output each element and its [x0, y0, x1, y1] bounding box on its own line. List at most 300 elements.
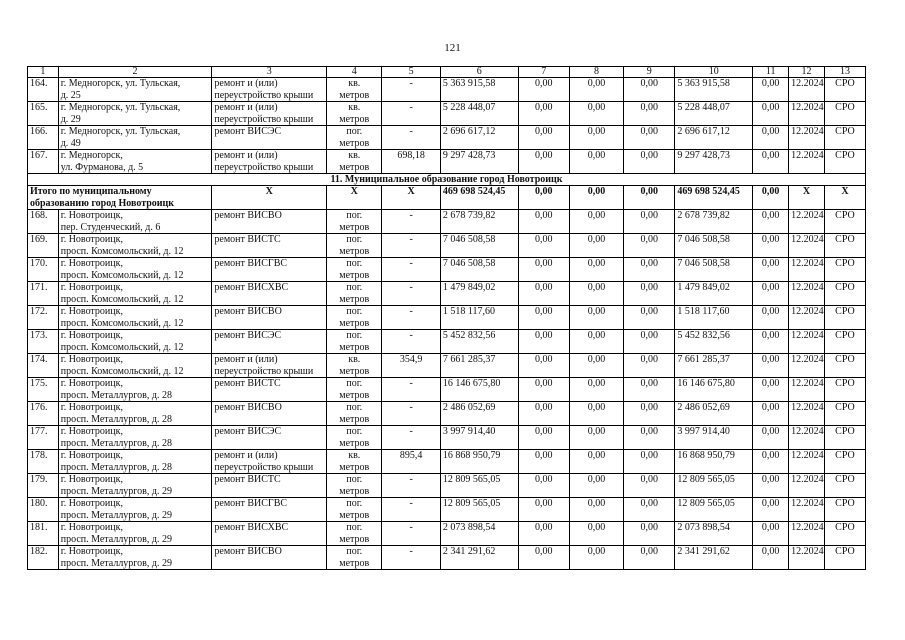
work-type-cell-line: ремонт и (или) — [214, 450, 278, 461]
table-row — [28, 78, 866, 102]
value-cell: 0,00 — [753, 522, 789, 546]
table-row — [28, 234, 866, 258]
unit-cell-line: метров — [339, 413, 370, 425]
table-row — [28, 402, 866, 426]
unit-cell-line: метров — [339, 269, 370, 281]
deadline-cell: 12.2024 — [789, 426, 825, 450]
executor-cell: СРО — [824, 474, 865, 498]
address-cell-line: г. Новотроицк, — [60, 354, 123, 365]
unit-cell — [327, 282, 382, 306]
work-type-cell-line: переустройство крыши — [214, 113, 314, 125]
section-header-row — [28, 174, 866, 186]
address-cell — [58, 546, 212, 570]
row-number: 166. — [28, 126, 59, 150]
address-cell — [58, 126, 212, 150]
quantity-cell: - — [382, 78, 440, 102]
table-row — [28, 258, 866, 282]
executor-cell: СРО — [824, 378, 865, 402]
address-cell — [58, 234, 212, 258]
column-number: 8 — [569, 67, 623, 78]
row-number: 164. — [28, 78, 59, 102]
total-cell: X — [327, 186, 382, 210]
address-cell — [58, 258, 212, 282]
unit-cell-line: пог. — [346, 306, 363, 317]
address-cell-line: просп. Металлургов, д. 29 — [60, 557, 172, 569]
unit-cell — [327, 522, 382, 546]
work-type-cell — [212, 306, 327, 330]
column-number: 5 — [382, 67, 440, 78]
total-cell: 0,00 — [569, 186, 623, 210]
fund-cost-cell: 3 997 914,40 — [675, 426, 753, 450]
value-cell: 0,00 — [624, 522, 675, 546]
value-cell: 0,00 — [753, 150, 789, 174]
fund-cost-cell: 5 363 915,58 — [675, 78, 753, 102]
unit-cell — [327, 126, 382, 150]
column-number-row — [28, 67, 866, 78]
total-cost-cell: 7 046 508,58 — [440, 234, 518, 258]
table-row — [28, 306, 866, 330]
column-number: 9 — [624, 67, 675, 78]
value-cell: 0,00 — [624, 234, 675, 258]
value-cell: 0,00 — [624, 402, 675, 426]
value-cell: 0,00 — [753, 426, 789, 450]
row-number: 180. — [28, 498, 59, 522]
value-cell: 0,00 — [624, 150, 675, 174]
fund-cost-cell: 12 809 565,05 — [675, 474, 753, 498]
address-cell-line: просп. Комсомольский, д. 12 — [60, 365, 184, 377]
row-number: 176. — [28, 402, 59, 426]
total-cost-cell: 5 363 915,58 — [440, 78, 518, 102]
value-cell: 0,00 — [753, 378, 789, 402]
column-number: 11 — [753, 67, 789, 78]
value-cell: 0,00 — [753, 234, 789, 258]
deadline-cell: 12.2024 — [789, 306, 825, 330]
work-type-cell — [212, 426, 327, 450]
address-cell-line: просп. Металлургов, д. 29 — [60, 485, 172, 497]
capital-repair-table — [27, 66, 866, 570]
executor-cell: СРО — [824, 306, 865, 330]
address-cell-line: просп. Металлургов, д. 29 — [60, 509, 172, 521]
work-type-cell — [212, 498, 327, 522]
value-cell: 0,00 — [753, 210, 789, 234]
value-cell: 0,00 — [518, 150, 569, 174]
value-cell: 0,00 — [518, 354, 569, 378]
fund-cost-cell: 2 486 052,69 — [675, 402, 753, 426]
unit-cell-line: метров — [339, 341, 370, 353]
executor-cell: СРО — [824, 402, 865, 426]
address-cell-line: просп. Комсомольский, д. 12 — [60, 269, 184, 281]
work-type-cell-line: ремонт и (или) — [214, 78, 278, 89]
address-cell-line: просп. Металлургов, д. 29 — [60, 533, 172, 545]
quantity-cell: - — [382, 378, 440, 402]
total-cost-cell: 12 809 565,05 — [440, 498, 518, 522]
total-cost-cell: 1 518 117,60 — [440, 306, 518, 330]
value-cell: 0,00 — [624, 426, 675, 450]
row-number: 181. — [28, 522, 59, 546]
row-number: 168. — [28, 210, 59, 234]
value-cell: 0,00 — [753, 306, 789, 330]
value-cell: 0,00 — [753, 498, 789, 522]
deadline-cell: 12.2024 — [789, 234, 825, 258]
value-cell: 0,00 — [569, 546, 623, 570]
unit-cell-line: пог. — [346, 330, 363, 341]
executor-cell: СРО — [824, 78, 865, 102]
address-cell — [58, 354, 212, 378]
executor-cell: СРО — [824, 210, 865, 234]
quantity-cell: - — [382, 234, 440, 258]
quantity-cell: - — [382, 522, 440, 546]
quantity-cell: 698,18 — [382, 150, 440, 174]
value-cell: 0,00 — [624, 354, 675, 378]
address-cell-line: г. Медногорск, ул. Тульская, — [60, 126, 181, 137]
quantity-cell: - — [382, 426, 440, 450]
work-type-cell-line: ремонт и (или) — [214, 102, 278, 113]
value-cell: 0,00 — [753, 474, 789, 498]
value-cell: 0,00 — [753, 546, 789, 570]
fund-cost-cell: 5 228 448,07 — [675, 102, 753, 126]
work-type-cell-line: ремонт ВИСХВС — [214, 282, 289, 293]
total-fund-cell: 469 698 524,45 — [675, 186, 753, 210]
work-type-cell-line: ремонт ВИСТС — [214, 474, 281, 485]
work-type-cell-line: ремонт ВИСЭС — [214, 126, 282, 137]
total-cost-cell: 2 341 291,62 — [440, 546, 518, 570]
work-type-cell-line: ремонт ВИСВО — [214, 210, 282, 221]
total-cell: X — [824, 186, 865, 210]
value-cell: 0,00 — [569, 126, 623, 150]
value-cell: 0,00 — [624, 330, 675, 354]
value-cell: 0,00 — [624, 474, 675, 498]
unit-cell — [327, 234, 382, 258]
value-cell: 0,00 — [569, 498, 623, 522]
executor-cell: СРО — [824, 426, 865, 450]
address-cell-line: г. Медногорск, ул. Тульская, — [60, 102, 181, 113]
address-cell-line: г. Новотроицк, — [60, 498, 123, 509]
unit-cell-line: пог. — [346, 522, 363, 533]
unit-cell-line: кв. — [348, 354, 361, 365]
row-number: 177. — [28, 426, 59, 450]
value-cell: 0,00 — [518, 450, 569, 474]
unit-cell — [327, 474, 382, 498]
unit-cell-line: кв. — [348, 102, 361, 113]
executor-cell: СРО — [824, 150, 865, 174]
executor-cell: СРО — [824, 282, 865, 306]
table-row — [28, 126, 866, 150]
value-cell: 0,00 — [569, 354, 623, 378]
unit-cell — [327, 450, 382, 474]
table-row — [28, 102, 866, 126]
row-number: 172. — [28, 306, 59, 330]
column-number: 12 — [789, 67, 825, 78]
total-label-line: Итого по муниципальному — [30, 186, 152, 197]
address-cell-line: г. Новотроицк, — [60, 426, 123, 437]
total-cost-cell: 1 479 849,02 — [440, 282, 518, 306]
unit-cell — [327, 330, 382, 354]
unit-cell-line: метров — [339, 221, 370, 233]
total-row — [28, 186, 866, 210]
fund-cost-cell: 9 297 428,73 — [675, 150, 753, 174]
address-cell-line: д. 29 — [60, 113, 81, 125]
value-cell: 0,00 — [518, 474, 569, 498]
page-number: 121 — [444, 42, 461, 54]
column-number: 3 — [212, 67, 327, 78]
value-cell: 0,00 — [518, 378, 569, 402]
unit-cell-line: метров — [339, 113, 370, 125]
work-type-cell — [212, 150, 327, 174]
deadline-cell: 12.2024 — [789, 450, 825, 474]
value-cell: 0,00 — [624, 546, 675, 570]
address-cell-line: г. Новотроицк, — [60, 282, 123, 293]
unit-cell-line: метров — [339, 161, 370, 173]
quantity-cell: 354,9 — [382, 354, 440, 378]
column-number: 13 — [824, 67, 865, 78]
column-number: 6 — [440, 67, 518, 78]
value-cell: 0,00 — [624, 126, 675, 150]
table-row — [28, 354, 866, 378]
unit-cell — [327, 354, 382, 378]
row-number: 175. — [28, 378, 59, 402]
quantity-cell: - — [382, 474, 440, 498]
value-cell: 0,00 — [753, 78, 789, 102]
work-type-cell-line: переустройство крыши — [214, 89, 314, 101]
unit-cell-line: пог. — [346, 234, 363, 245]
address-cell-line: г. Новотроицк, — [60, 258, 123, 269]
address-cell — [58, 474, 212, 498]
fund-cost-cell: 2 341 291,62 — [675, 546, 753, 570]
work-type-cell — [212, 474, 327, 498]
work-type-cell-line: переустройство крыши — [214, 161, 314, 173]
unit-cell-line: пог. — [346, 378, 363, 389]
quantity-cell: - — [382, 498, 440, 522]
unit-cell-line: пог. — [346, 282, 363, 293]
unit-cell — [327, 498, 382, 522]
address-cell-line: просп. Комсомольский, д. 12 — [60, 245, 184, 257]
table-row — [28, 282, 866, 306]
unit-cell-line: метров — [339, 533, 370, 545]
quantity-cell: - — [382, 330, 440, 354]
deadline-cell: 12.2024 — [789, 330, 825, 354]
unit-cell-line: пог. — [346, 474, 363, 485]
value-cell: 0,00 — [518, 258, 569, 282]
value-cell: 0,00 — [569, 282, 623, 306]
deadline-cell: 12.2024 — [789, 378, 825, 402]
work-type-cell-line: ремонт ВИСЭС — [214, 426, 282, 437]
work-type-cell-line: ремонт ВИСГВС — [214, 258, 288, 269]
work-type-cell-line: ремонт ВИСЭС — [214, 330, 282, 341]
fund-cost-cell: 5 452 832,56 — [675, 330, 753, 354]
value-cell: 0,00 — [624, 450, 675, 474]
value-cell: 0,00 — [518, 546, 569, 570]
address-cell-line: просп. Комсомольский, д. 12 — [60, 317, 184, 329]
row-number: 167. — [28, 150, 59, 174]
value-cell: 0,00 — [624, 378, 675, 402]
value-cell: 0,00 — [624, 102, 675, 126]
address-cell-line: ул. Фурманова, д. 5 — [60, 161, 144, 173]
total-cost-cell: 16 868 950,79 — [440, 450, 518, 474]
address-cell — [58, 378, 212, 402]
executor-cell: СРО — [824, 546, 865, 570]
deadline-cell: 12.2024 — [789, 474, 825, 498]
executor-cell: СРО — [824, 450, 865, 474]
quantity-cell: - — [382, 546, 440, 570]
table-row — [28, 498, 866, 522]
work-type-cell-line: переустройство крыши — [214, 461, 314, 473]
unit-cell-line: метров — [339, 89, 370, 101]
executor-cell: СРО — [824, 126, 865, 150]
row-number: 179. — [28, 474, 59, 498]
unit-cell-line: метров — [339, 293, 370, 305]
unit-cell-line: кв. — [348, 150, 361, 161]
address-cell — [58, 498, 212, 522]
total-cost-cell: 2 486 052,69 — [440, 402, 518, 426]
table-row — [28, 150, 866, 174]
address-cell-line: д. 49 — [60, 137, 81, 149]
value-cell: 0,00 — [753, 102, 789, 126]
fund-cost-cell: 16 146 675,80 — [675, 378, 753, 402]
address-cell-line: д. 25 — [60, 89, 81, 101]
unit-cell — [327, 378, 382, 402]
value-cell: 0,00 — [624, 78, 675, 102]
unit-cell-line: метров — [339, 365, 370, 377]
value-cell: 0,00 — [624, 306, 675, 330]
executor-cell: СРО — [824, 102, 865, 126]
unit-cell-line: пог. — [346, 426, 363, 437]
address-cell-line: г. Новотроицк, — [60, 474, 123, 485]
deadline-cell: 12.2024 — [789, 522, 825, 546]
address-cell-line: просп. Металлургов, д. 28 — [60, 437, 172, 449]
value-cell: 0,00 — [753, 330, 789, 354]
unit-cell-line: метров — [339, 485, 370, 497]
value-cell: 0,00 — [753, 402, 789, 426]
quantity-cell: - — [382, 258, 440, 282]
value-cell: 0,00 — [753, 126, 789, 150]
address-cell — [58, 522, 212, 546]
total-label-line: образованию город Новотроицк — [30, 197, 175, 209]
total-cost-cell: 5 228 448,07 — [440, 102, 518, 126]
column-number: 10 — [675, 67, 753, 78]
work-type-cell — [212, 522, 327, 546]
address-cell-line: просп. Металлургов, д. 28 — [60, 413, 172, 425]
unit-cell — [327, 78, 382, 102]
work-type-cell — [212, 282, 327, 306]
total-cost-cell: 3 997 914,40 — [440, 426, 518, 450]
quantity-cell: 895,4 — [382, 450, 440, 474]
value-cell: 0,00 — [569, 150, 623, 174]
unit-cell-line: пог. — [346, 258, 363, 269]
fund-cost-cell: 1 479 849,02 — [675, 282, 753, 306]
work-type-cell-line: переустройство крыши — [214, 365, 314, 377]
work-type-cell-line: ремонт и (или) — [214, 354, 278, 365]
total-cost-cell: 2 696 617,12 — [440, 126, 518, 150]
table-row — [28, 426, 866, 450]
row-number: 174. — [28, 354, 59, 378]
total-cost-cell: 7 046 508,58 — [440, 258, 518, 282]
fund-cost-cell: 7 046 508,58 — [675, 258, 753, 282]
deadline-cell: 12.2024 — [789, 126, 825, 150]
fund-cost-cell: 7 046 508,58 — [675, 234, 753, 258]
row-number: 178. — [28, 450, 59, 474]
value-cell: 0,00 — [518, 306, 569, 330]
address-cell — [58, 102, 212, 126]
work-type-cell — [212, 450, 327, 474]
address-cell — [58, 150, 212, 174]
unit-cell-line: метров — [339, 245, 370, 257]
deadline-cell: 12.2024 — [789, 78, 825, 102]
total-cost-cell: 12 809 565,05 — [440, 474, 518, 498]
value-cell: 0,00 — [518, 522, 569, 546]
value-cell: 0,00 — [624, 498, 675, 522]
address-cell-line: просп. Комсомольский, д. 12 — [60, 341, 184, 353]
work-type-cell — [212, 378, 327, 402]
deadline-cell: 12.2024 — [789, 102, 825, 126]
unit-cell — [327, 306, 382, 330]
work-type-cell — [212, 330, 327, 354]
value-cell: 0,00 — [569, 450, 623, 474]
unit-cell-line: пог. — [346, 210, 363, 221]
deadline-cell: 12.2024 — [789, 258, 825, 282]
total-cost-cell: 2 678 739,82 — [440, 210, 518, 234]
work-type-cell-line: ремонт ВИСВО — [214, 546, 282, 557]
value-cell: 0,00 — [569, 402, 623, 426]
row-number: 169. — [28, 234, 59, 258]
work-type-cell-line: ремонт ВИСВО — [214, 306, 282, 317]
unit-cell — [327, 102, 382, 126]
column-number: 4 — [327, 67, 382, 78]
value-cell: 0,00 — [518, 210, 569, 234]
total-label — [28, 186, 212, 210]
address-cell — [58, 210, 212, 234]
row-number: 173. — [28, 330, 59, 354]
work-type-cell-line: ремонт ВИСТС — [214, 234, 281, 245]
value-cell: 0,00 — [569, 210, 623, 234]
work-type-cell — [212, 234, 327, 258]
address-cell-line: просп. Металлургов, д. 28 — [60, 461, 172, 473]
value-cell: 0,00 — [518, 426, 569, 450]
fund-cost-cell: 2 696 617,12 — [675, 126, 753, 150]
value-cell: 0,00 — [518, 126, 569, 150]
unit-cell-line: метров — [339, 509, 370, 521]
row-number: 165. — [28, 102, 59, 126]
unit-cell — [327, 546, 382, 570]
work-type-cell-line: ремонт ВИСВО — [214, 402, 282, 413]
fund-cost-cell: 2 678 739,82 — [675, 210, 753, 234]
column-number: 2 — [58, 67, 212, 78]
quantity-cell: - — [382, 402, 440, 426]
unit-cell-line: метров — [339, 557, 370, 569]
address-cell-line: г. Новотроицк, — [60, 450, 123, 461]
unit-cell-line: пог. — [346, 498, 363, 509]
total-cost-cell: 5 452 832,56 — [440, 330, 518, 354]
unit-cell-line: метров — [339, 137, 370, 149]
work-type-cell-line: ремонт ВИСХВС — [214, 522, 289, 533]
fund-cost-cell: 12 809 565,05 — [675, 498, 753, 522]
fund-cost-cell: 1 518 117,60 — [675, 306, 753, 330]
address-cell-line: г. Медногорск, — [60, 150, 123, 161]
work-type-cell-line: ремонт и (или) — [214, 150, 278, 161]
unit-cell-line: метров — [339, 437, 370, 449]
work-type-cell — [212, 102, 327, 126]
address-cell — [58, 426, 212, 450]
executor-cell: СРО — [824, 498, 865, 522]
total-cost-cell: 9 297 428,73 — [440, 150, 518, 174]
table-row — [28, 546, 866, 570]
work-type-cell — [212, 78, 327, 102]
unit-cell — [327, 258, 382, 282]
work-type-cell-line: ремонт ВИСГВС — [214, 498, 288, 509]
deadline-cell: 12.2024 — [789, 546, 825, 570]
work-type-cell — [212, 126, 327, 150]
section-title: 11. Муниципальное образование город Новотроицк — [28, 174, 866, 186]
quantity-cell: - — [382, 282, 440, 306]
